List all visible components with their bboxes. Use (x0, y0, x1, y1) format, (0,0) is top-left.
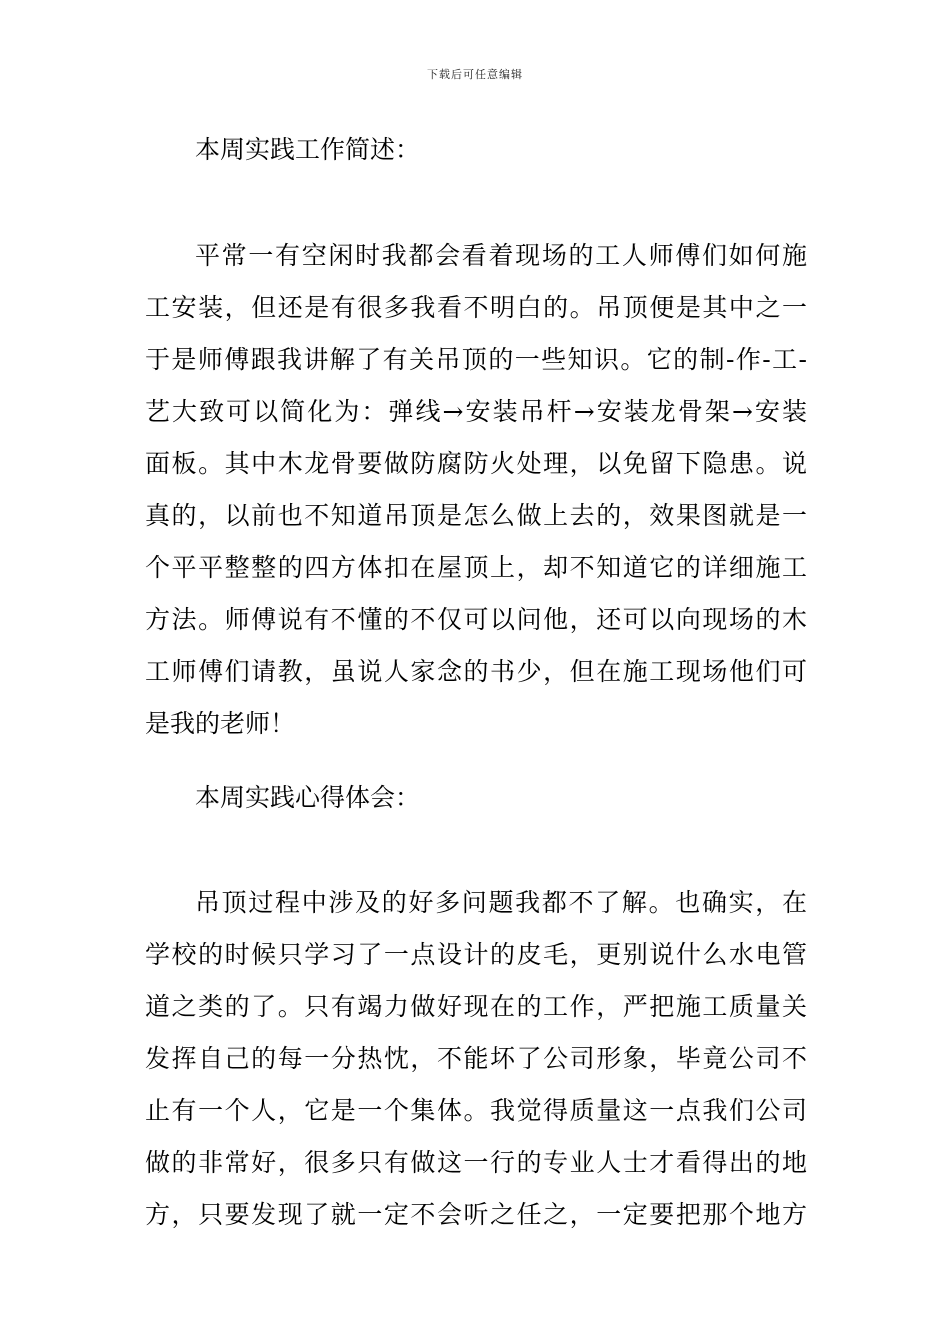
paragraph-line: 真的，以前也不知道吊顶是怎么做上去的，效果图就是一 (145, 501, 807, 530)
paragraph-line: 面板。其中木龙骨要做防腐防火处理，以免留下隐患。说 (145, 449, 807, 478)
paragraph-line: 于是师傅跟我讲解了有关吊顶的一些知识。它的制-作-工- (145, 345, 807, 374)
paragraph-line: 道之类的了。只有竭力做好现在的工作，严把施工质量关 (145, 992, 807, 1021)
paragraph-line: 方法。师傅说有不懂的不仅可以问他，还可以向现场的木 (145, 605, 807, 634)
paragraph-line: 个平平整整的四方体扣在屋顶上，却不知道它的详细施工 (145, 553, 807, 582)
paragraph-line: 是我的老师！ (145, 709, 296, 738)
paragraph-line: 工安装，但还是有很多我看不明白的。吊顶便是其中之一 (145, 293, 807, 322)
paragraph-line: 吊顶过程中涉及的好多问题我都不了解。也确实，在 (195, 888, 807, 917)
paragraph-line: 方，只要发现了就一定不会听之任之，一定要把那个地方 (145, 1200, 807, 1229)
paragraph-line: 艺大致可以简化为：弹线→安装吊杆→安装龙骨架→安装 (145, 397, 807, 426)
paragraph-line: 止有一个人，它是一个集体。我觉得质量这一点我们公司 (145, 1096, 807, 1125)
paragraph-line: 平常一有空闲时我都会看着现场的工人师傅们如何施 (195, 241, 807, 270)
paragraph-line: 工师傅们请教，虽说人家念的书少，但在施工现场他们可 (145, 657, 807, 686)
paragraph-work-summary (145, 230, 807, 750)
paragraph-reflections (145, 877, 807, 1241)
paragraph-line: 发挥自己的每一分热忱，不能坏了公司形象，毕竟公司不 (145, 1044, 807, 1073)
header-note: 下载后可任意编辑 (427, 68, 523, 81)
section-heading-work-summary: 本周实践工作简述： (195, 135, 421, 164)
paragraph-line: 做的非常好，很多只有做这一行的专业人士才看得出的地 (145, 1148, 807, 1177)
paragraph-line: 学校的时候只学习了一点设计的皮毛，更别说什么水电管 (145, 940, 807, 969)
section-heading-reflections: 本周实践心得体会： (195, 783, 421, 812)
